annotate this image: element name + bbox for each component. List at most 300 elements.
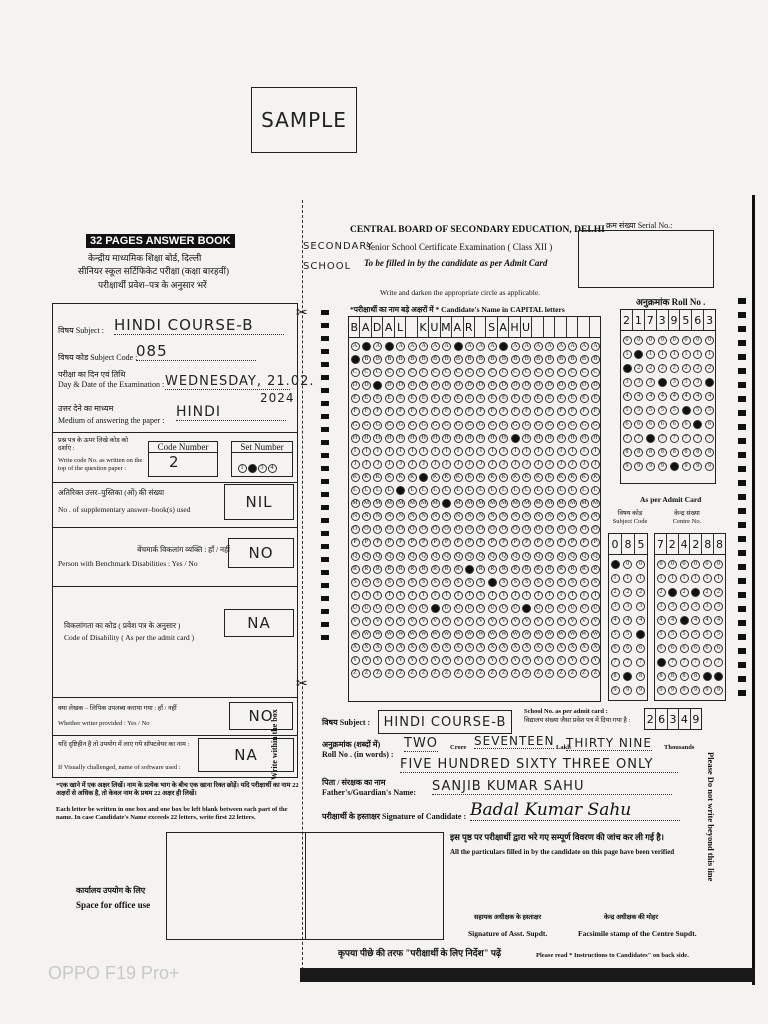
letter-bubble[interactable]: M xyxy=(535,500,541,507)
digit-bubble[interactable]: 5 xyxy=(691,630,700,639)
letter-bubble[interactable]: C xyxy=(591,368,600,377)
letter-bubble[interactable]: E xyxy=(373,394,382,403)
letter-bubble[interactable]: G xyxy=(522,421,531,430)
letter-bubble[interactable]: C xyxy=(557,368,566,377)
letter-bubble[interactable]: A xyxy=(511,342,520,351)
digit-bubble[interactable]: 8 xyxy=(670,448,679,457)
digit-cell[interactable]: 5 xyxy=(680,310,692,330)
digit-cell[interactable]: K xyxy=(418,317,429,337)
letter-bubble[interactable]: K xyxy=(396,473,405,482)
letter-bubble[interactable]: C xyxy=(454,368,463,377)
letter-bubble[interactable]: S xyxy=(351,578,360,587)
letter-bubble[interactable]: R xyxy=(362,565,371,574)
letter-bubble[interactable]: T xyxy=(373,591,382,600)
letter-bubble[interactable]: N xyxy=(511,512,520,521)
letter-bubble[interactable]: Q xyxy=(591,552,600,561)
digit-bubble[interactable]: 3 xyxy=(670,378,679,387)
letter-bubble[interactable]: Y xyxy=(534,656,543,665)
digit-bubble[interactable]: 5 xyxy=(714,630,723,639)
letter-bubble[interactable]: V xyxy=(580,617,589,626)
letter-bubble[interactable]: J xyxy=(591,460,600,469)
letter-bubble[interactable]: F xyxy=(476,407,485,416)
digit-bubble[interactable]: 1 xyxy=(668,574,677,583)
letter-bubble[interactable]: V xyxy=(373,617,382,626)
letter-bubble[interactable]: C xyxy=(511,368,520,377)
letter-bubble[interactable]: Q xyxy=(568,552,577,561)
digit-bubble[interactable]: 0 xyxy=(634,336,643,345)
digit-bubble[interactable]: 3 xyxy=(691,602,700,611)
letter-bubble[interactable]: X xyxy=(511,643,520,652)
letter-bubble[interactable]: I xyxy=(591,447,600,456)
letter-bubble[interactable]: D xyxy=(568,381,577,390)
letter-bubble[interactable]: L xyxy=(431,486,440,495)
letter-bubble[interactable]: B xyxy=(442,355,451,364)
letter-bubble[interactable]: I xyxy=(522,447,531,456)
digit-cell[interactable]: 2 xyxy=(645,709,656,729)
letter-bubble[interactable]: J xyxy=(545,460,554,469)
letter-bubble[interactable]: S xyxy=(545,578,554,587)
letter-bubble[interactable]: C xyxy=(362,368,371,377)
digit-cell[interactable]: A xyxy=(360,317,371,337)
letter-bubble[interactable]: F xyxy=(431,407,440,416)
letter-bubble[interactable]: X xyxy=(419,643,428,652)
letter-bubble[interactable]: G xyxy=(534,421,543,430)
digit-bubble[interactable]: 6 xyxy=(646,420,655,429)
letter-bubble[interactable]: Y xyxy=(362,656,371,665)
letter-bubble[interactable]: Q xyxy=(476,552,485,561)
letter-bubble[interactable]: O xyxy=(488,525,497,534)
letter-bubble[interactable]: F xyxy=(557,407,566,416)
digit-bubble[interactable]: 5 xyxy=(670,406,679,415)
letter-bubble[interactable]: H xyxy=(385,434,394,443)
digit-bubble[interactable]: 0 xyxy=(623,336,632,345)
letter-bubble[interactable]: A xyxy=(465,342,474,351)
letter-bubble[interactable]: A xyxy=(362,342,371,351)
letter-bubble[interactable]: C xyxy=(419,368,428,377)
letter-bubble[interactable]: P xyxy=(557,538,566,547)
letter-bubble[interactable]: H xyxy=(580,434,589,443)
letter-bubble[interactable]: I xyxy=(488,447,497,456)
letter-bubble[interactable]: Y xyxy=(351,656,360,665)
digit-bubble[interactable]: 0 xyxy=(623,560,632,569)
digit-cell[interactable]: 0 xyxy=(609,534,622,554)
letter-bubble[interactable]: P xyxy=(476,538,485,547)
letter-bubble[interactable]: M xyxy=(592,500,599,507)
digit-bubble[interactable]: 5 xyxy=(703,630,712,639)
letter-bubble[interactable]: E xyxy=(499,394,508,403)
letter-bubble[interactable]: C xyxy=(373,368,382,377)
digit-bubble[interactable]: 4 xyxy=(658,392,667,401)
letter-bubble[interactable]: X xyxy=(362,643,371,652)
digit-cell[interactable]: 2 xyxy=(690,534,702,554)
digit-bubble[interactable]: 5 xyxy=(623,406,632,415)
digit-cell[interactable]: 2 xyxy=(621,310,633,330)
letter-bubble[interactable]: J xyxy=(408,460,417,469)
digit-bubble[interactable]: 1 xyxy=(623,574,632,583)
letter-bubble[interactable]: J xyxy=(431,460,440,469)
letter-bubble[interactable]: E xyxy=(362,394,371,403)
digit-bubble[interactable]: 8 xyxy=(634,448,643,457)
letter-bubble[interactable]: O xyxy=(419,525,428,534)
letter-bubble[interactable]: W xyxy=(375,631,381,638)
letter-bubble[interactable]: H xyxy=(373,434,382,443)
letter-bubble[interactable]: G xyxy=(465,421,474,430)
letter-bubble[interactable]: I xyxy=(351,447,360,456)
digit-bubble[interactable]: 0 xyxy=(611,560,620,569)
letter-bubble[interactable]: A xyxy=(580,342,589,351)
disability-value[interactable]: NA xyxy=(224,609,294,637)
letter-bubble[interactable]: M xyxy=(398,500,404,507)
letter-bubble[interactable]: I xyxy=(465,447,474,456)
digit-bubble[interactable]: 4 xyxy=(693,392,702,401)
digit-cell[interactable]: 9 xyxy=(692,712,700,726)
digit-bubble[interactable]: 8 xyxy=(714,672,723,681)
letter-bubble[interactable]: A xyxy=(557,342,566,351)
letter-bubble[interactable]: C xyxy=(442,368,451,377)
letter-bubble[interactable]: T xyxy=(408,591,417,600)
digit-bubble[interactable]: 6 xyxy=(703,644,712,653)
letter-bubble[interactable]: K xyxy=(362,473,371,482)
letter-bubble[interactable]: I xyxy=(476,447,485,456)
letter-bubble[interactable]: V xyxy=(545,617,554,626)
letter-bubble[interactable]: O xyxy=(580,525,589,534)
digit-bubble[interactable]: 8 xyxy=(705,448,714,457)
letter-bubble[interactable]: Z xyxy=(362,669,371,678)
letter-bubble[interactable]: S xyxy=(465,578,474,587)
letter-bubble[interactable]: W xyxy=(478,631,484,638)
letter-bubble[interactable]: H xyxy=(454,434,463,443)
software-value[interactable]: NA xyxy=(198,738,294,772)
letter-bubble[interactable]: Q xyxy=(442,552,451,561)
letter-bubble[interactable]: N xyxy=(534,512,543,521)
letter-bubble[interactable]: J xyxy=(419,460,428,469)
letter-bubble[interactable]: C xyxy=(522,368,531,377)
letter-bubble[interactable]: T xyxy=(351,591,360,600)
letter-bubble[interactable]: S xyxy=(408,578,417,587)
digit-cell[interactable]: L xyxy=(395,317,406,337)
digit-bubble[interactable]: 4 xyxy=(670,392,679,401)
digit-bubble[interactable]: 3 xyxy=(668,602,677,611)
digit-cell[interactable] xyxy=(567,317,578,337)
digit-bubble[interactable]: 5 xyxy=(658,406,667,415)
letter-bubble[interactable]: H xyxy=(568,434,577,443)
letter-bubble[interactable]: L xyxy=(557,486,566,495)
letter-bubble[interactable]: V xyxy=(419,617,428,626)
letter-bubble[interactable]: W xyxy=(466,631,473,638)
letter-bubble[interactable]: G xyxy=(408,421,417,430)
letter-bubble[interactable]: E xyxy=(385,394,394,403)
letter-bubble[interactable]: M xyxy=(569,500,576,507)
digit-bubble[interactable]: 3 xyxy=(714,602,723,611)
letter-bubble[interactable]: Q xyxy=(499,552,508,561)
letter-bubble[interactable]: E xyxy=(580,394,589,403)
letter-bubble[interactable]: A xyxy=(351,342,360,351)
digit-bubble[interactable]: 5 xyxy=(636,630,645,639)
digit-bubble[interactable]: 4 xyxy=(703,616,712,625)
digit-bubble[interactable]: 9 xyxy=(680,686,689,695)
letter-bubble[interactable]: I xyxy=(511,447,520,456)
letter-bubble[interactable]: M xyxy=(546,500,553,507)
letter-bubble[interactable]: J xyxy=(442,460,451,469)
letter-bubble[interactable]: I xyxy=(385,447,394,456)
digit-bubble[interactable]: 7 xyxy=(682,434,691,443)
digit-bubble[interactable]: 9 xyxy=(714,686,723,695)
digit-cell[interactable]: 2 xyxy=(667,534,679,554)
letter-bubble[interactable]: C xyxy=(408,368,417,377)
letter-bubble[interactable]: Z xyxy=(408,669,417,678)
letter-bubble[interactable]: N xyxy=(454,512,463,521)
letter-bubble[interactable]: I xyxy=(442,447,451,456)
letter-bubble[interactable]: T xyxy=(465,591,474,600)
letter-bubble[interactable]: W xyxy=(455,631,461,638)
letter-bubble[interactable]: L xyxy=(580,486,589,495)
letter-bubble[interactable]: L xyxy=(465,486,474,495)
letter-bubble[interactable]: W xyxy=(397,631,404,638)
set-bubble[interactable]: 4 xyxy=(268,464,277,473)
letter-bubble[interactable]: M xyxy=(489,500,496,507)
letter-bubble[interactable]: T xyxy=(511,591,520,600)
letter-bubble[interactable]: A xyxy=(568,342,577,351)
digit-bubble[interactable]: 6 xyxy=(680,644,689,653)
letter-bubble[interactable]: Y xyxy=(442,656,451,665)
letter-bubble[interactable]: L xyxy=(373,486,382,495)
letter-bubble[interactable]: A xyxy=(396,342,405,351)
letter-bubble[interactable]: G xyxy=(362,421,371,430)
letter-bubble[interactable]: X xyxy=(465,643,474,652)
letter-bubble[interactable]: N xyxy=(408,512,417,521)
digit-bubble[interactable]: 6 xyxy=(714,644,723,653)
letter-bubble[interactable]: B xyxy=(351,355,360,364)
letter-bubble[interactable]: M xyxy=(524,500,530,507)
letter-bubble[interactable]: L xyxy=(351,486,360,495)
letter-bubble[interactable]: S xyxy=(362,578,371,587)
letter-bubble[interactable]: A xyxy=(476,342,485,351)
digit-cell[interactable] xyxy=(406,317,417,337)
letter-bubble[interactable]: T xyxy=(385,591,394,600)
letter-bubble[interactable]: C xyxy=(465,368,474,377)
letter-bubble[interactable]: H xyxy=(591,434,600,443)
letter-bubble[interactable]: E xyxy=(591,394,600,403)
letter-bubble[interactable]: X xyxy=(534,643,543,652)
letter-bubble[interactable]: O xyxy=(454,525,463,534)
letter-bubble[interactable]: F xyxy=(522,407,531,416)
letter-bubble[interactable]: G xyxy=(454,421,463,430)
letter-bubble[interactable]: O xyxy=(408,525,417,534)
letter-bubble[interactable]: W xyxy=(409,631,416,638)
letter-bubble[interactable]: U xyxy=(557,604,566,613)
digit-bubble[interactable]: 3 xyxy=(680,602,689,611)
letter-bubble[interactable]: U xyxy=(591,604,600,613)
digit-bubble[interactable]: 1 xyxy=(703,574,712,583)
letter-bubble[interactable]: R xyxy=(488,565,497,574)
letter-bubble[interactable]: D xyxy=(465,381,474,390)
letter-bubble[interactable]: Q xyxy=(545,552,554,561)
digit-bubble[interactable]: 8 xyxy=(693,448,702,457)
letter-bubble[interactable]: U xyxy=(488,604,497,613)
letter-bubble[interactable]: L xyxy=(568,486,577,495)
letter-bubble[interactable]: J xyxy=(580,460,589,469)
letter-bubble[interactable]: N xyxy=(591,512,600,521)
letter-bubble[interactable]: X xyxy=(351,643,360,652)
letter-bubble[interactable]: Q xyxy=(362,552,371,561)
digit-cell[interactable]: 6 xyxy=(692,310,704,330)
letter-bubble[interactable]: E xyxy=(557,394,566,403)
letter-bubble[interactable]: N xyxy=(499,512,508,521)
digit-bubble[interactable]: 6 xyxy=(657,644,666,653)
digit-bubble[interactable]: 8 xyxy=(646,448,655,457)
letter-bubble[interactable]: L xyxy=(362,486,371,495)
digit-cell[interactable] xyxy=(532,317,543,337)
letter-bubble[interactable]: G xyxy=(580,421,589,430)
letter-bubble[interactable]: L xyxy=(396,486,405,495)
letter-bubble[interactable]: W xyxy=(489,631,496,638)
digit-bubble[interactable]: 1 xyxy=(682,350,691,359)
digit-bubble[interactable]: 1 xyxy=(634,350,643,359)
digit-bubble[interactable]: 9 xyxy=(705,462,714,471)
digit-bubble[interactable]: 0 xyxy=(657,560,666,569)
letter-bubble[interactable]: D xyxy=(591,381,600,390)
digit-cell[interactable]: A xyxy=(498,317,509,337)
letter-bubble[interactable]: Z xyxy=(488,669,497,678)
letter-bubble[interactable]: P xyxy=(373,538,382,547)
letter-bubble[interactable]: V xyxy=(454,617,463,626)
letter-bubble[interactable]: N xyxy=(522,512,531,521)
letter-bubble[interactable]: P xyxy=(351,538,360,547)
letter-bubble[interactable]: Y xyxy=(419,656,428,665)
letter-bubble[interactable]: S xyxy=(591,578,600,587)
letter-bubble[interactable]: Z xyxy=(568,669,577,678)
digit-bubble[interactable]: 9 xyxy=(658,462,667,471)
letter-bubble[interactable]: Z xyxy=(511,669,520,678)
letter-bubble[interactable]: A xyxy=(499,342,508,351)
letter-bubble[interactable]: T xyxy=(488,591,497,600)
letter-bubble[interactable]: D xyxy=(396,381,405,390)
letter-bubble[interactable]: V xyxy=(499,617,508,626)
letter-bubble[interactable]: U xyxy=(476,604,485,613)
letter-bubble[interactable]: F xyxy=(568,407,577,416)
letter-bubble[interactable]: B xyxy=(454,355,463,364)
digit-bubble[interactable]: 3 xyxy=(623,378,632,387)
digit-bubble[interactable]: 4 xyxy=(705,392,714,401)
letter-bubble[interactable]: B xyxy=(511,355,520,364)
set-bubble[interactable]: 1 xyxy=(238,464,247,473)
letter-bubble[interactable]: O xyxy=(385,525,394,534)
letter-bubble[interactable]: Q xyxy=(488,552,497,561)
letter-bubble[interactable]: B xyxy=(362,355,371,364)
letter-bubble[interactable]: R xyxy=(534,565,543,574)
letter-bubble[interactable]: Y xyxy=(454,656,463,665)
letter-bubble[interactable]: R xyxy=(408,565,417,574)
digit-bubble[interactable]: 6 xyxy=(691,644,700,653)
digit-bubble[interactable]: 1 xyxy=(646,350,655,359)
letter-bubble[interactable]: K xyxy=(522,473,531,482)
digit-bubble[interactable]: 7 xyxy=(646,434,655,443)
digit-bubble[interactable]: 3 xyxy=(623,602,632,611)
letter-bubble[interactable]: I xyxy=(557,447,566,456)
set-bubble[interactable]: 3 xyxy=(258,464,267,473)
letter-bubble[interactable]: K xyxy=(488,473,497,482)
digit-cell[interactable]: 5 xyxy=(637,537,645,551)
letter-bubble[interactable]: E xyxy=(419,394,428,403)
letter-bubble[interactable]: W xyxy=(501,631,507,638)
digit-bubble[interactable]: 6 xyxy=(611,644,620,653)
letter-bubble[interactable]: H xyxy=(396,434,405,443)
letter-bubble[interactable]: P xyxy=(522,538,531,547)
letter-bubble[interactable]: R xyxy=(591,565,600,574)
letter-bubble[interactable]: M xyxy=(352,500,358,507)
letter-bubble[interactable]: B xyxy=(568,355,577,364)
letter-bubble[interactable]: C xyxy=(431,368,440,377)
letter-bubble[interactable]: B xyxy=(557,355,566,364)
letter-bubble[interactable]: P xyxy=(568,538,577,547)
letter-bubble[interactable]: K xyxy=(431,473,440,482)
letter-bubble[interactable]: I xyxy=(568,447,577,456)
letter-bubble[interactable]: J xyxy=(396,460,405,469)
letter-bubble[interactable]: F xyxy=(545,407,554,416)
letter-bubble[interactable]: F xyxy=(591,407,600,416)
digit-bubble[interactable]: 2 xyxy=(682,364,691,373)
letter-bubble[interactable]: F xyxy=(351,407,360,416)
letter-bubble[interactable]: D xyxy=(476,381,485,390)
letter-bubble[interactable]: S xyxy=(419,578,428,587)
letter-bubble[interactable]: B xyxy=(465,355,474,364)
digit-bubble[interactable]: 9 xyxy=(703,686,712,695)
letter-bubble[interactable]: E xyxy=(476,394,485,403)
letter-bubble[interactable]: P xyxy=(408,538,417,547)
letter-bubble[interactable]: W xyxy=(420,631,427,638)
letter-bubble[interactable]: E xyxy=(431,394,440,403)
letter-bubble[interactable]: W xyxy=(546,631,553,638)
letter-bubble[interactable]: A xyxy=(408,342,417,351)
digit-cell[interactable]: 4 xyxy=(679,534,691,554)
letter-bubble[interactable]: V xyxy=(591,617,600,626)
pwbd-value[interactable]: NO xyxy=(228,538,294,568)
letter-bubble[interactable]: W xyxy=(386,631,393,638)
letter-bubble[interactable]: T xyxy=(591,591,600,600)
letter-bubble[interactable]: W xyxy=(535,631,542,638)
letter-bubble[interactable]: F xyxy=(454,407,463,416)
letter-bubble[interactable]: O xyxy=(396,525,405,534)
letter-bubble[interactable]: M xyxy=(581,500,587,507)
digit-bubble[interactable]: 2 xyxy=(714,588,723,597)
letter-bubble[interactable]: X xyxy=(568,643,577,652)
digit-bubble[interactable]: 3 xyxy=(682,378,691,387)
letter-bubble[interactable]: U xyxy=(511,604,520,613)
digit-bubble[interactable]: 1 xyxy=(680,574,689,583)
letter-bubble[interactable]: G xyxy=(373,421,382,430)
digit-bubble[interactable]: 8 xyxy=(691,672,700,681)
digit-bubble[interactable]: 4 xyxy=(636,616,645,625)
letter-bubble[interactable]: Y xyxy=(408,656,417,665)
digit-bubble[interactable]: 7 xyxy=(670,434,679,443)
digit-bubble[interactable]: 1 xyxy=(693,350,702,359)
letter-bubble[interactable]: U xyxy=(499,604,508,613)
letter-bubble[interactable]: B xyxy=(499,355,508,364)
letter-bubble[interactable]: P xyxy=(396,538,405,547)
letter-bubble[interactable]: L xyxy=(591,486,600,495)
letter-bubble[interactable]: D xyxy=(557,381,566,390)
letter-bubble[interactable]: S xyxy=(385,578,394,587)
letter-bubble[interactable]: N xyxy=(545,512,554,521)
letter-bubble[interactable]: H xyxy=(557,434,566,443)
digit-cell[interactable]: 3 xyxy=(668,709,679,729)
digit-bubble[interactable]: 0 xyxy=(693,336,702,345)
letter-bubble[interactable]: K xyxy=(499,473,508,482)
letter-bubble[interactable]: R xyxy=(522,565,531,574)
letter-bubble[interactable]: E xyxy=(522,394,531,403)
letter-bubble[interactable]: Z xyxy=(385,669,394,678)
letter-bubble[interactable]: U xyxy=(396,604,405,613)
